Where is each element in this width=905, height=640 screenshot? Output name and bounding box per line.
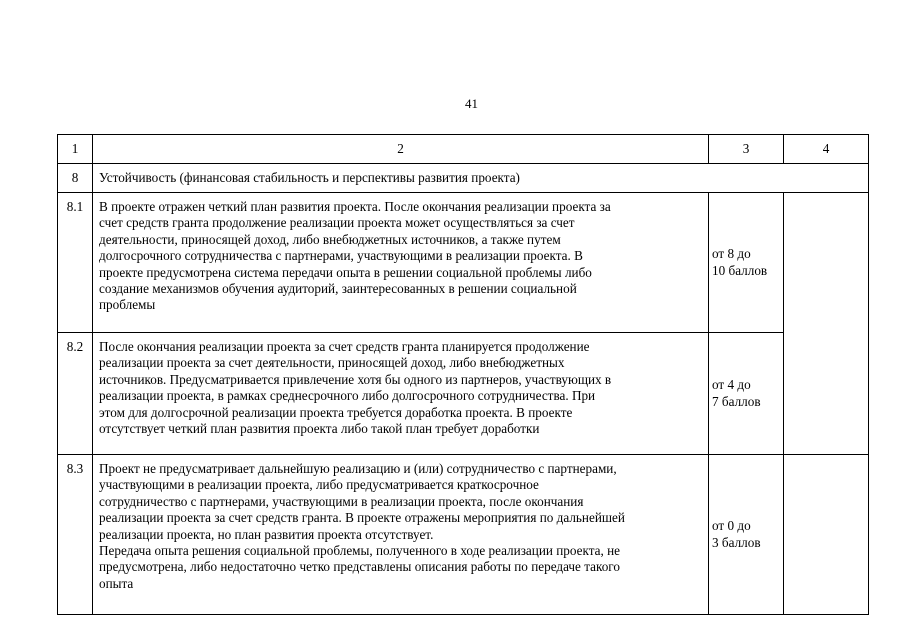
header-cell-1: 1 — [58, 135, 93, 164]
text-line: Передача опыта решения социальной проблемы, полученного в ходе реализации проекта, не — [99, 543, 621, 559]
table-header-row — [58, 135, 869, 164]
table-row — [58, 193, 869, 333]
text-line: Проект не предусматривает дальнейшую реализацию и (или) сотрудничество с партнерами, — [99, 461, 617, 476]
score-line: 7 баллов — [712, 393, 761, 409]
text-line: проекте предусмотрена система передачи опыта в решении социальной проблемы либо — [99, 264, 592, 280]
header-cell-2: 2 — [93, 135, 709, 164]
text-line: реализации проекта, но план развития проекта отсутствует. — [99, 526, 434, 542]
text-line: источников. Предусматривается привлечение хотя бы одного из партнеров, участвующих в — [99, 371, 612, 387]
text-line: В проекте отражен четкий план развития проекта. После окончания реализации проекта за — [99, 199, 611, 214]
text-line: После окончания реализации проекта за счет средств гранта планируется продолжение — [99, 339, 590, 354]
score-range — [709, 193, 784, 333]
header-cell-4: 4 — [784, 135, 869, 164]
text-line: проблемы — [99, 297, 156, 313]
text-line: реализации проекта, в рамках среднесрочного либо долгосрочного сотрудничества. При — [99, 388, 596, 404]
row-number: 8.2 — [58, 333, 93, 455]
criterion-text — [93, 193, 709, 333]
section-row — [58, 164, 869, 193]
text-line: этом для долгосрочной реализации проекта требуется доработка проекта. В проекте — [99, 404, 573, 420]
criteria-table — [57, 134, 869, 615]
text-line: участвующими в реализации проекта, либо предусматривается краткосрочное — [99, 477, 539, 493]
column-4-cell — [784, 455, 869, 615]
text-line: долгосрочного сотрудничества с партнерами, участвующими в реализации проекта. В — [99, 248, 583, 264]
text-line: реализации проекта за счет средств гранта. В проекте отражены мероприятия по дальнейшей — [99, 510, 625, 526]
section-number: 8 — [58, 164, 93, 193]
table-row — [58, 455, 869, 615]
text-line: деятельности, приносящей доход, либо внебюджетных источников, а также путем — [99, 231, 561, 247]
criterion-text — [93, 333, 709, 455]
header-cell-3: 3 — [709, 135, 784, 164]
score-line: от 0 до — [712, 518, 751, 534]
score-range — [709, 333, 784, 455]
text-line: отсутствует четкий план развития проекта либо такой план требует доработки — [99, 421, 540, 437]
text-line: сотрудничество с партнерами, участвующими в реализации проекта, после окончания — [99, 493, 584, 509]
score-line: 10 баллов — [712, 262, 768, 278]
column-4-cell — [784, 193, 869, 455]
criterion-text — [93, 455, 709, 615]
page-number: 41 — [465, 96, 478, 111]
score-line: от 8 до — [712, 246, 751, 262]
text-line: предусмотрена, либо недостаточно четко представлены описания работы по передаче такого — [99, 559, 620, 575]
section-title: Устойчивость (финансовая стабильность и перспективы развития проекта) — [93, 164, 869, 193]
row-number: 8.3 — [58, 455, 93, 615]
text-line: счет средств гранта продолжение реализации проекта может осуществляться за счет — [99, 215, 575, 231]
score-range — [709, 455, 784, 615]
score-line: 3 баллов — [712, 534, 761, 550]
table-row — [58, 333, 869, 455]
score-line: от 4 до — [712, 377, 751, 393]
row-number: 8.1 — [58, 193, 93, 333]
text-line: создание механизмов обучения аудиторий, заинтересованных в решении социальной — [99, 281, 577, 297]
text-line: реализации проекта за счет деятельности, приносящей доход, либо внебюджетных — [99, 355, 565, 371]
text-line: опыта — [99, 575, 134, 591]
